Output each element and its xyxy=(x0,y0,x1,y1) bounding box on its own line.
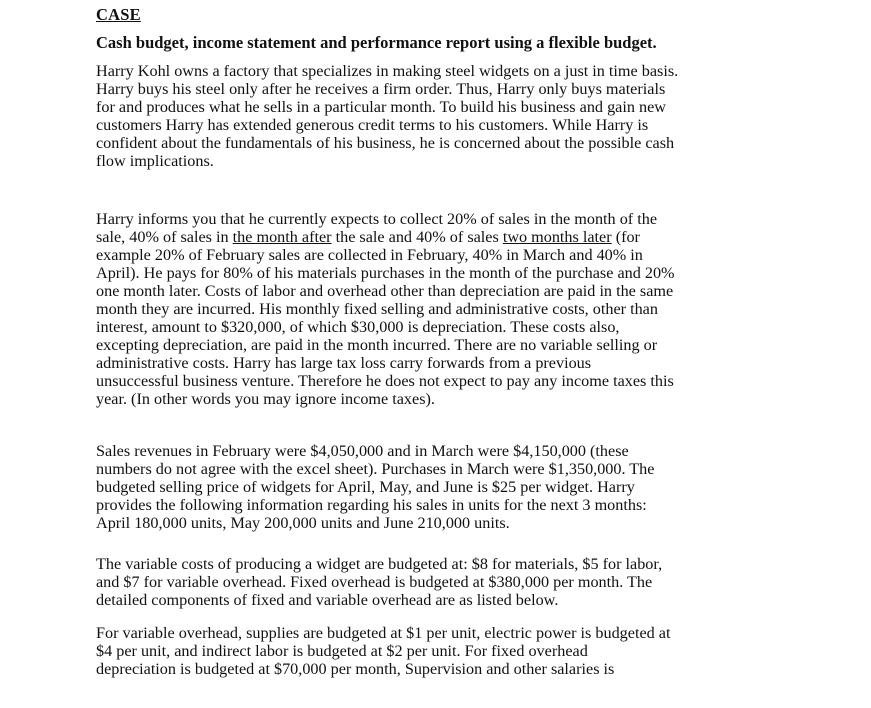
text-line: year. (In other words you may ignore income taxes). xyxy=(96,390,435,408)
text-line: administrative costs. Harry has large tax loss carry forwards from a previous xyxy=(96,354,592,372)
text-line: April 180,000 units, May 200,000 units and June 210,000 units. xyxy=(96,514,510,532)
text-line: flow implications. xyxy=(96,152,214,170)
text-line: Harry informs you that he currently expects to collect 20% of sales in the month of the xyxy=(96,210,658,228)
paragraph-overhead-details xyxy=(96,624,670,678)
text-line: interest, amount to $320,000, of which $30,000 is depreciation. These costs also, xyxy=(96,318,620,336)
text-line: April). He pays for 80% of his materials purchases in the month of the purchase and 20% xyxy=(96,264,675,282)
text-line: month they are incurred. His monthly fixed selling and administrative costs, other than xyxy=(96,300,658,318)
paragraph-sales-revenues xyxy=(96,442,654,532)
text-fragment: sale, 40% of sales in xyxy=(96,228,233,246)
case-title: Cash budget, income statement and performance report using a flexible budget. xyxy=(96,33,657,52)
paragraph-business-overview xyxy=(96,62,678,170)
text-line: for and produces what he sells in a particular month. To build his business and gain new xyxy=(96,98,666,116)
case-heading: CASE xyxy=(96,5,141,24)
text-line: For variable overhead, supplies are budgeted at $1 per unit, electric power is budgeted at xyxy=(96,624,671,642)
text-fragment: the sale and 40% of sales xyxy=(331,228,503,246)
text-line: provides the following information regarding his sales in units for the next 3 months: xyxy=(96,496,647,514)
text-line: numbers do not agree with the excel sheet). Purchases in March were $1,350,000. The xyxy=(96,460,655,478)
text-line: detailed components of fixed and variable overhead are as listed below. xyxy=(96,591,559,609)
text-line: confident about the fundamentals of his business, he is concerned about the possible cash xyxy=(96,134,675,152)
text-line: Harry buys his steel only after he receives a firm order. Thus, Harry only buys materials xyxy=(96,80,666,98)
paragraph-collections-payments xyxy=(96,210,675,408)
text-line: depreciation is budgeted at $70,000 per month, Supervision and other salaries is xyxy=(96,660,615,678)
paragraph-variable-costs xyxy=(96,555,662,609)
text-line: The variable costs of producing a widget are budgeted at: $8 for materials, $5 for labor, xyxy=(96,555,663,573)
text-line: example 20% of February sales are collected in February, 40% in March and 40% in xyxy=(96,246,643,264)
text-line: one month later. Costs of labor and overhead other than depreciation are paid in the same xyxy=(96,282,674,300)
text-line: unsuccessful business venture. Therefore he does not expect to pay any income taxes this xyxy=(96,372,674,390)
text-line: $4 per unit, and indirect labor is budgeted at $2 per unit. For fixed overhead xyxy=(96,642,588,660)
text-line: Sales revenues in February were $4,050,000 and in March were $4,150,000 (these xyxy=(96,442,629,460)
text-line: Harry Kohl owns a factory that specializes in making steel widgets on a just in time basis. xyxy=(96,62,679,80)
text-line: budgeted selling price of widgets for April, May, and June is $25 per widget. Harry xyxy=(96,478,635,496)
text-fragment: (for xyxy=(611,228,640,246)
underlined-phrase-month-after: the month after xyxy=(232,228,332,246)
text-line: customers Harry has extended generous credit terms to his customers. While Harry is xyxy=(96,116,649,134)
text-line xyxy=(96,228,675,246)
text-line: and $7 for variable overhead. Fixed overhead is budgeted at $380,000 per month. The xyxy=(96,573,653,591)
underlined-phrase-two-months-later: two months later xyxy=(502,228,612,246)
text-line: excepting depreciation, are paid in the month incurred. There are no variable selling or xyxy=(96,336,658,354)
